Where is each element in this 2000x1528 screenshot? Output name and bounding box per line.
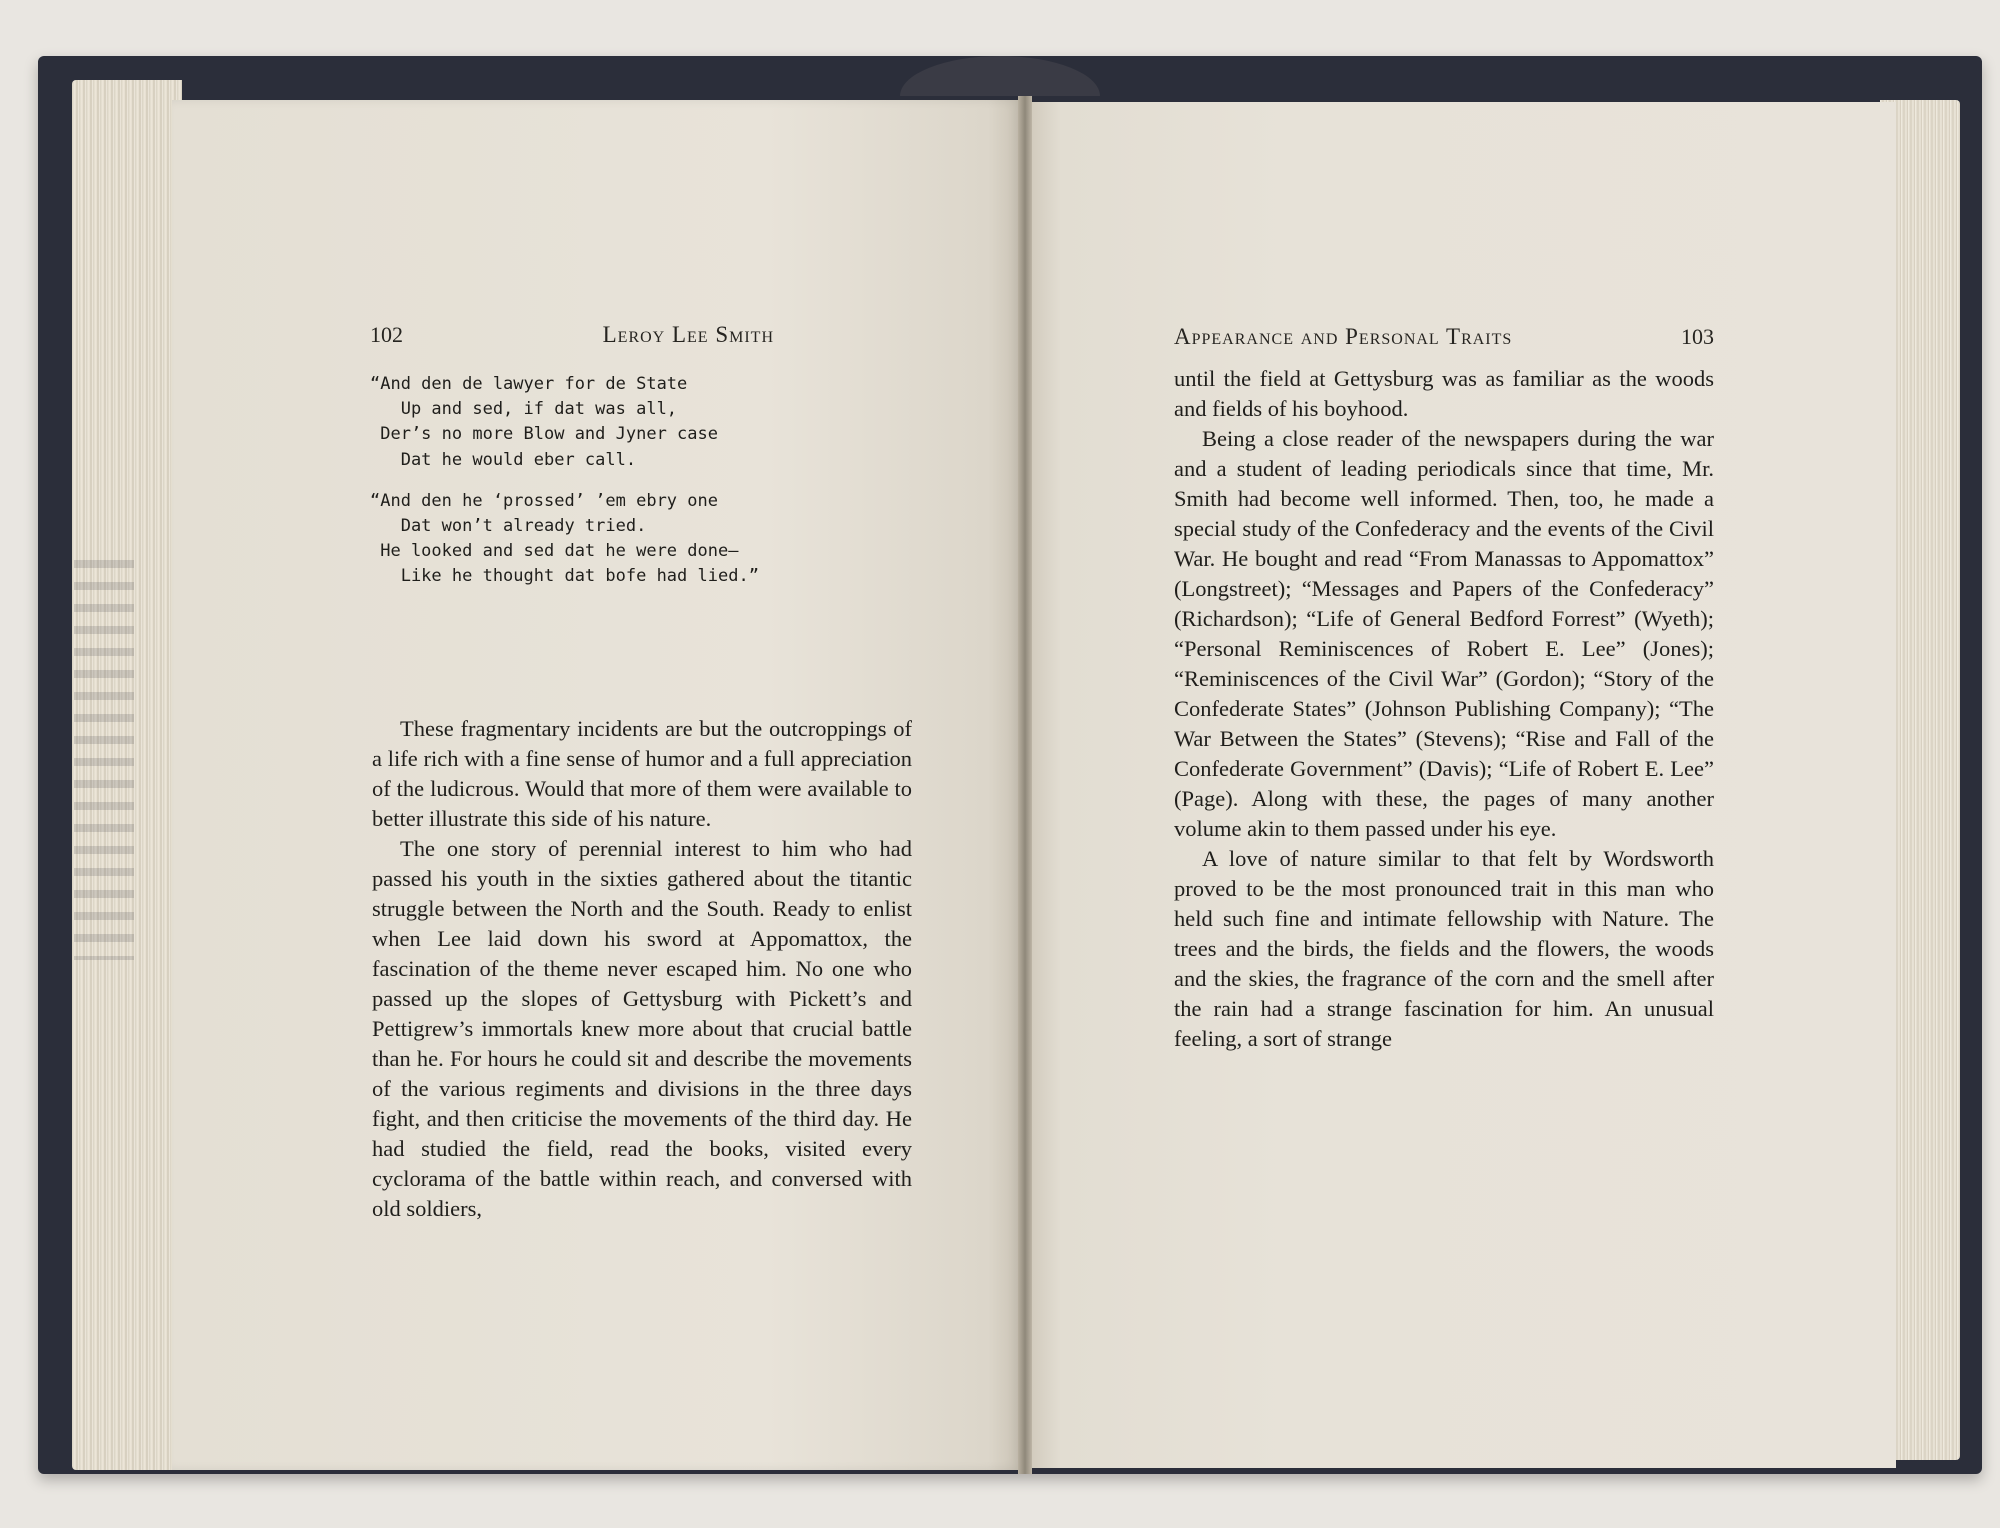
ink-bleed-marks xyxy=(74,560,134,960)
poem-line: Up and sed, if dat was all, xyxy=(370,399,678,420)
left-page xyxy=(172,100,1022,1470)
right-page-header xyxy=(1174,324,1714,354)
paragraph: These fragmentary incidents are but the outcroppings of a life rich with a fine sense of humor and a full appreciation of the ludicrous. Would that more of them were available to better illustrate this side of his nature. xyxy=(372,716,912,831)
dialect-poem xyxy=(370,372,810,606)
right-page-body xyxy=(1174,364,1714,1054)
paragraph: The one story of perennial interest to him who had passed his youth in the sixties gathered about the titantic struggle between the North and the South. Ready to enlist when Lee laid down his sword at Appomattox, the fascination of the theme never escaped him. No one who passed up the slopes of Gettysburg with Pickett’s and Pettigrew’s immortals knew more about that crucial battle than he. For hours he could sit and describe the movements of the various regiments and divisions in the three days fight, and then criticise the movements of the third day. He had studied the field, read the books, visited every cyclorama of the battle within reach, and conversed with old soldiers, xyxy=(372,836,912,1221)
page-number-right: 103 xyxy=(1681,324,1714,349)
running-head-left: Leroy Lee Smith xyxy=(602,322,774,347)
paragraph: Being a close reader of the newspapers during the war and a student of leading periodicals since that time, Mr. Smith had become well informed. Then, too, he made a special study of the Confederacy and the events of the Civil War. He bought and read “From Manassas to Appomattox” (Longstreet); “Messages and Papers of the Confederacy” (Richardson); “Life of General Bedford Forrest” (Wyeth); “Personal Reminiscences of Robert E. Lee” (Jones); “Reminiscences of the Civil War” (Gordon); “Story of the Confederate States” (Johnson Publishing Company); “The War Between the States” (Stevens); “Rise and Fall of the Confederate Government” (Davis); “Life of Robert E. Lee” (Page). Along with these, the pages of many another volume akin to them passed under his eye. xyxy=(1174,426,1714,841)
page-number-left: 102 xyxy=(370,322,403,347)
running-head-right: Appearance and Personal Traits xyxy=(1174,324,1513,349)
poem-line: Dat he would eber call. xyxy=(370,449,637,470)
paragraph: A love of nature similar to that felt by Wordsworth proved to be the most pronounced trait in this man who held such fine and intimate fellowship with Nature. The trees and the birds, the fields and the flowers, the woods and the skies, the fragrance of the corn and the smell after the rain had a strange fascination for him. An unusual feeling, a sort of strange xyxy=(1174,846,1714,1051)
book-gutter xyxy=(1018,96,1032,1474)
poem-stanza-1 xyxy=(370,372,810,473)
poem-line: Dat won’t already tried. xyxy=(370,516,647,537)
poem-stanza-2 xyxy=(370,489,810,590)
left-page-header xyxy=(370,322,774,352)
poem-line: “And den he ‘prossed’ ’em ebry one xyxy=(370,490,718,511)
right-page xyxy=(1026,102,1896,1468)
poem-line: “And den de lawyer for de State xyxy=(370,374,688,394)
poem-line: Der’s no more Blow and Jyner case xyxy=(370,424,718,445)
left-page-body xyxy=(372,714,912,1224)
poem-line: He looked and sed dat he were done— xyxy=(370,541,739,562)
continuation-paragraph: until the field at Gettysburg was as familiar as the woods and fields of his boyhood. xyxy=(1174,366,1714,421)
poem-line: Like he thought dat bofe had lied.” xyxy=(370,566,759,587)
